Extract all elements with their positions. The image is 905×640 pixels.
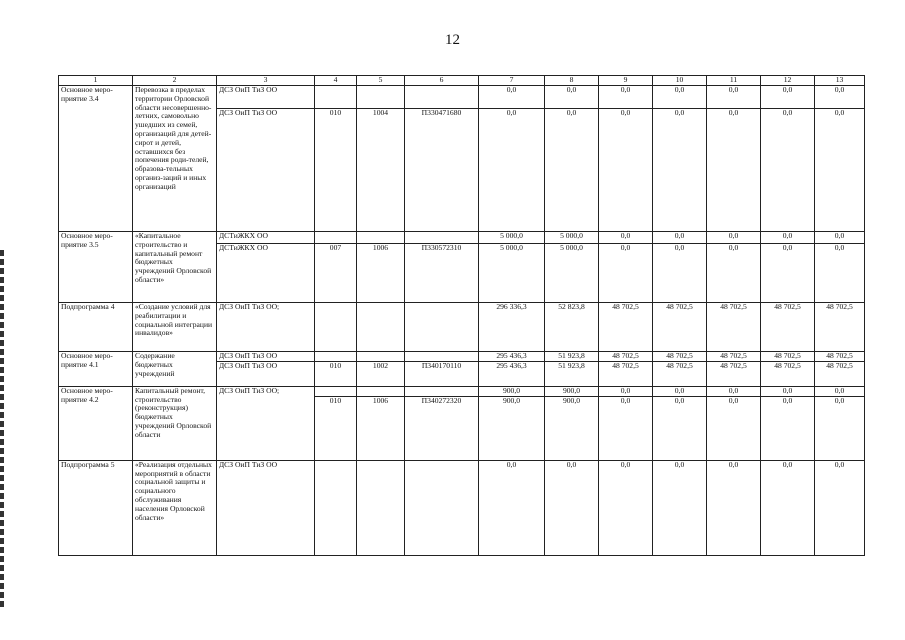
row-name-cell: Основное меро-приятие 4.1 — [59, 352, 133, 387]
value-cell: 0,0 — [761, 244, 815, 303]
value-cell: 5 000,0 — [479, 244, 545, 303]
value-cell: 48 702,5 — [599, 361, 653, 386]
header-cell: 1 — [59, 76, 133, 86]
value-cell: 0,0 — [815, 86, 865, 109]
code-cell — [315, 232, 357, 244]
value-cell: 48 702,5 — [599, 352, 653, 362]
value-cell: 0,0 — [479, 109, 545, 232]
value-cell: 0,0 — [761, 386, 815, 396]
page-number: 12 — [445, 32, 460, 48]
code-cell: 007 — [315, 244, 357, 303]
row-desc-cell: «Создание условий для реабилитации и социальной интеграции инвалидов» — [133, 303, 217, 352]
value-cell: 0,0 — [815, 109, 865, 232]
header-cell: 2 — [133, 76, 217, 86]
code-cell: 010 — [315, 109, 357, 232]
code-cell — [315, 386, 357, 396]
value-cell: 48 702,5 — [707, 361, 761, 386]
value-cell: 52 823,8 — [545, 303, 599, 352]
executor-cell: ДСЗ ОиП ТиЗ ОО; — [217, 386, 315, 460]
header-cell: 4 — [315, 76, 357, 86]
value-cell: 0,0 — [653, 460, 707, 555]
row-name-cell: Подпрограмма 5 — [59, 460, 133, 555]
table-row — [59, 232, 865, 244]
value-cell: 48 702,5 — [761, 361, 815, 386]
value-cell: 0,0 — [815, 232, 865, 244]
code-cell: 010 — [315, 396, 357, 460]
table-row — [59, 386, 865, 396]
value-cell: 0,0 — [761, 460, 815, 555]
header-cell: 5 — [357, 76, 405, 86]
header-cell: 10 — [653, 76, 707, 86]
code-cell: 010 — [315, 361, 357, 386]
code-cell — [405, 303, 479, 352]
value-cell: 51 923,8 — [545, 352, 599, 362]
value-cell: 0,0 — [761, 232, 815, 244]
value-cell: 900,0 — [545, 386, 599, 396]
executor-cell: ДСЗ ОиП ТиЗ ОО — [217, 460, 315, 555]
value-cell: 5 000,0 — [479, 232, 545, 244]
header-cell: 12 — [761, 76, 815, 86]
table-row — [59, 352, 865, 362]
row-desc-cell: Капитальный ремонт, строительство (реконструкция) бюджетных учреждений Орловской области — [133, 386, 217, 460]
row-desc-cell: «Реализация отдельных мероприятий в области социальной защиты и социального обслуживания населения Орловской области» — [133, 460, 217, 555]
value-cell: 0,0 — [545, 86, 599, 109]
value-cell: 48 702,5 — [761, 352, 815, 362]
code-cell: П340272320 — [405, 396, 479, 460]
value-cell: 0,0 — [653, 232, 707, 244]
value-cell: 0,0 — [707, 244, 761, 303]
value-cell: 0,0 — [479, 86, 545, 109]
executor-cell: ДСЗ ОиП ТиЗ ОО — [217, 361, 315, 386]
row-desc-cell: Перевозка в пределах территории Орловской области несовершенно-летних, самовольно ушедших из семей, организаций для детей-сирот и детей, оставшихся без попечения роди-телей, образова-тельных организ-заций и иных организаций — [133, 86, 217, 232]
value-cell: 48 702,5 — [815, 361, 865, 386]
value-cell: 5 000,0 — [545, 244, 599, 303]
budget-table — [58, 75, 865, 556]
code-cell: 1006 — [357, 244, 405, 303]
value-cell: 900,0 — [545, 396, 599, 460]
value-cell: 48 702,5 — [707, 303, 761, 352]
row-desc-cell: Содержание бюджетных учреждений — [133, 352, 217, 387]
value-cell: 0,0 — [599, 460, 653, 555]
value-cell: 0,0 — [599, 109, 653, 232]
code-cell — [357, 232, 405, 244]
value-cell: 0,0 — [479, 460, 545, 555]
value-cell: 0,0 — [815, 396, 865, 460]
value-cell: 296 336,3 — [479, 303, 545, 352]
code-cell: 1004 — [357, 109, 405, 232]
value-cell: 0,0 — [545, 109, 599, 232]
value-cell: 0,0 — [707, 386, 761, 396]
value-cell: 0,0 — [653, 86, 707, 109]
header-cell: 9 — [599, 76, 653, 86]
code-cell — [357, 86, 405, 109]
value-cell: 0,0 — [707, 86, 761, 109]
value-cell: 5 000,0 — [545, 232, 599, 244]
value-cell: 48 702,5 — [815, 352, 865, 362]
value-cell: 0,0 — [815, 244, 865, 303]
code-cell: П330471680 — [405, 109, 479, 232]
code-cell — [315, 352, 357, 362]
code-cell — [315, 86, 357, 109]
code-cell: П330572310 — [405, 244, 479, 303]
value-cell: 48 702,5 — [653, 303, 707, 352]
value-cell: 0,0 — [599, 386, 653, 396]
value-cell: 0,0 — [653, 386, 707, 396]
row-name-cell: Основное меро-приятие 3.4 — [59, 86, 133, 232]
value-cell: 48 702,5 — [653, 361, 707, 386]
executor-cell: ДСТиЖКХ ОО — [217, 244, 315, 303]
executor-cell: ДСЗ ОиП ТиЗ ОО — [217, 86, 315, 109]
value-cell: 295 436,3 — [479, 352, 545, 362]
row-name-cell: Основное меро-приятие 4.2 — [59, 386, 133, 460]
executor-cell: ДСТиЖКХ ОО — [217, 232, 315, 244]
value-cell: 0,0 — [599, 244, 653, 303]
code-cell: 1002 — [357, 361, 405, 386]
value-cell: 48 702,5 — [599, 303, 653, 352]
row-name-cell: Подпрограмма 4 — [59, 303, 133, 352]
value-cell: 48 702,5 — [761, 303, 815, 352]
value-cell: 0,0 — [707, 396, 761, 460]
code-cell — [315, 460, 357, 555]
header-cell: 6 — [405, 76, 479, 86]
scan-edge-mark — [0, 250, 4, 610]
header-row — [59, 76, 865, 86]
value-cell: 0,0 — [761, 86, 815, 109]
code-cell — [357, 352, 405, 362]
header-cell: 7 — [479, 76, 545, 86]
code-cell: 1006 — [357, 396, 405, 460]
value-cell: 0,0 — [545, 460, 599, 555]
value-cell: 0,0 — [815, 460, 865, 555]
value-cell: 0,0 — [599, 396, 653, 460]
code-cell: П340170110 — [405, 361, 479, 386]
value-cell: 0,0 — [653, 109, 707, 232]
code-cell — [405, 86, 479, 109]
row-name-cell: Основное меро-приятие 3.5 — [59, 232, 133, 303]
value-cell: 48 702,5 — [653, 352, 707, 362]
table-row — [59, 460, 865, 555]
code-cell — [405, 460, 479, 555]
row-desc-cell: «Капитальное строительство и капитальный ремонт бюджетных учреждений Орловской области» — [133, 232, 217, 303]
header-cell: 13 — [815, 76, 865, 86]
code-cell — [405, 232, 479, 244]
table-row — [59, 303, 865, 352]
value-cell: 0,0 — [599, 86, 653, 109]
code-cell — [315, 303, 357, 352]
executor-cell: ДСЗ ОиП ТиЗ ОО; — [217, 303, 315, 352]
code-cell — [357, 303, 405, 352]
value-cell: 900,0 — [479, 386, 545, 396]
value-cell: 295 436,3 — [479, 361, 545, 386]
value-cell: 51 923,8 — [545, 361, 599, 386]
value-cell: 0,0 — [653, 244, 707, 303]
value-cell: 48 702,5 — [815, 303, 865, 352]
value-cell: 900,0 — [479, 396, 545, 460]
header-cell: 11 — [707, 76, 761, 86]
table-row — [59, 86, 865, 109]
header-cell: 8 — [545, 76, 599, 86]
code-cell — [405, 352, 479, 362]
executor-cell: ДСЗ ОиП ТиЗ ОО — [217, 109, 315, 232]
code-cell — [357, 460, 405, 555]
value-cell: 0,0 — [815, 386, 865, 396]
executor-cell: ДСЗ ОиП ТиЗ ОО — [217, 352, 315, 362]
value-cell: 0,0 — [761, 396, 815, 460]
value-cell: 0,0 — [761, 109, 815, 232]
value-cell: 0,0 — [599, 232, 653, 244]
code-cell — [357, 386, 405, 396]
code-cell — [405, 386, 479, 396]
value-cell: 0,0 — [707, 232, 761, 244]
value-cell: 0,0 — [707, 109, 761, 232]
value-cell: 48 702,5 — [707, 352, 761, 362]
value-cell: 0,0 — [707, 460, 761, 555]
header-cell: 3 — [217, 76, 315, 86]
value-cell: 0,0 — [653, 396, 707, 460]
